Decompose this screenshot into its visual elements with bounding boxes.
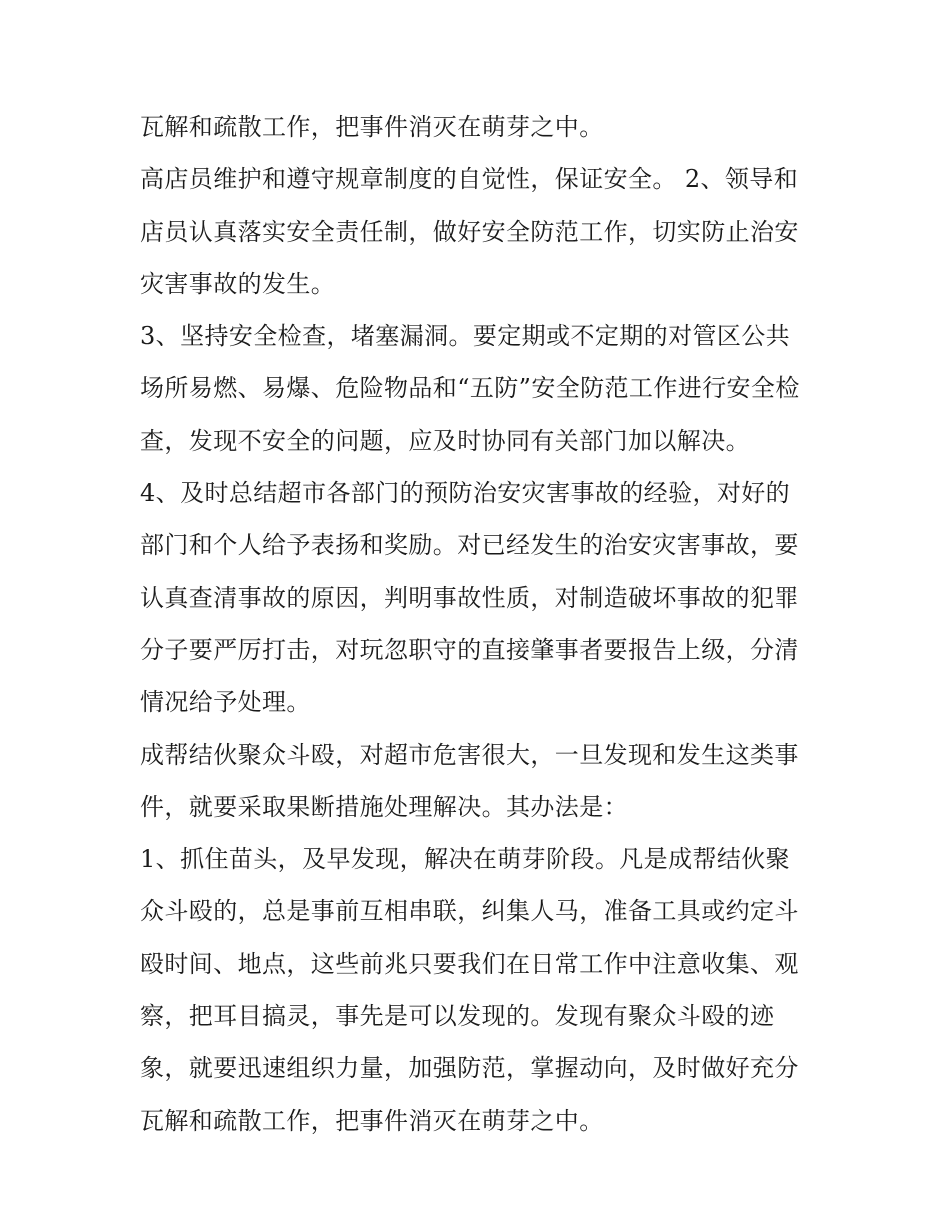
text-line: 部门和个人给予表扬和奖励。对已经发生的治安灾害事故，要 [140, 531, 799, 560]
document-body [140, 101, 820, 1147]
text-line: 高店员维护和遵守规章制度的自觉性，保证安全。 2、领导和 [140, 165, 799, 194]
text-line: 认真查清事故的原因，判明事故性质，对制造破坏事故的犯罪 [140, 583, 799, 612]
text-line: 4、及时总结超市各部门的预防治安灾害事故的经验，对好的 [140, 479, 791, 508]
text-line: 店员认真落实安全责任制，做好安全防范工作，切实防止治安 [140, 217, 799, 246]
text-line: 件，就要采取果断措施处理解决。其办法是： [140, 792, 628, 821]
text-line: 象，就要迅速组织力量，加强防范，掌握动向，及时做好充分 [140, 1054, 799, 1083]
text-line: 情况给予处理。 [140, 688, 311, 717]
text-line: 瓦解和疏散工作，把事件消灭在萌芽之中。 [140, 1106, 604, 1135]
text-line: 3、坚持安全检查，堵塞漏洞。要定期或不定期的对管区公共 [140, 322, 791, 351]
text-line: 查，发现不安全的问题，应及时协同有关部门加以解决。 [140, 426, 750, 455]
text-line: 场所易燃、易爆、危险物品和“五防”安全防范工作进行安全检 [140, 374, 800, 403]
text-line: 察，把耳目搞灵，事先是可以发现的。发现有聚众斗殴的迹 [140, 1002, 775, 1031]
text-line: 1、抓住苗头，及早发现，解决在萌芽阶段。凡是成帮结伙聚 [140, 845, 791, 874]
text-line: 殴时间、地点，这些前兆只要我们在日常工作中注意收集、观 [140, 949, 799, 978]
text-line: 灾害事故的发生。 [140, 269, 336, 298]
text-line: 瓦解和疏散工作，把事件消灭在萌芽之中。 [140, 113, 604, 141]
text-line: 成帮结伙聚众斗殴，对超市危害很大，一旦发现和发生这类事 [140, 740, 799, 769]
text-line: 众斗殴的，总是事前互相串联，纠集人马，准备工具或约定斗 [140, 897, 799, 926]
text-line: 分子要严厉打击，对玩忽职守的直接肇事者要报告上级，分清 [140, 635, 799, 664]
